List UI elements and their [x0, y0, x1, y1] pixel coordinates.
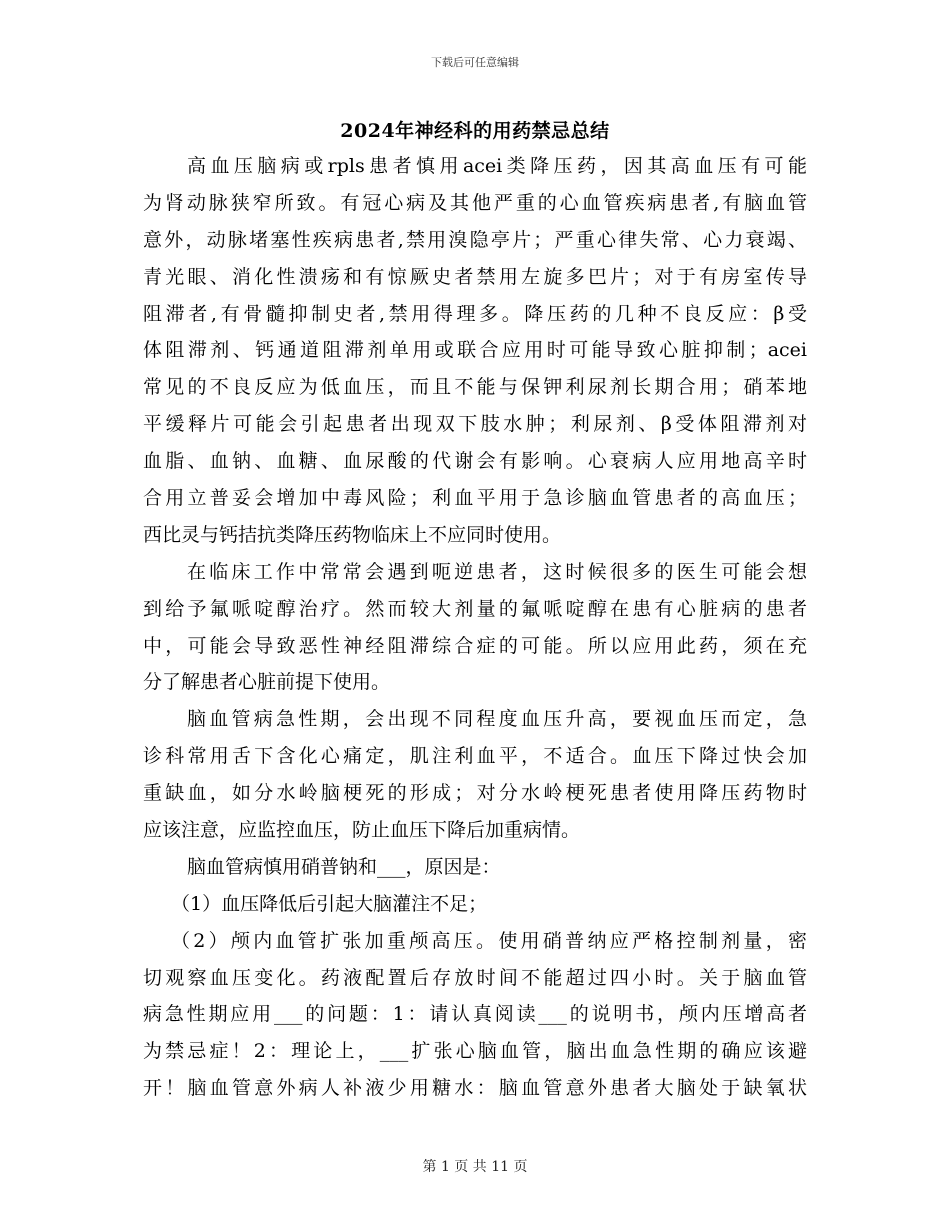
body-line: 开！脑血管意外病人补液少用糖水：脑血管意外患者大脑处于缺氧状: [143, 1077, 807, 1100]
body-line: 脑血管病慎用硝普钠和___，原因是：: [187, 855, 501, 878]
body-line: 青光眼、消化性溃疡和有惊厥史者禁用左旋多巴片；对于有房室传导: [143, 265, 807, 288]
body-line: 高血压脑病或rpls患者慎用acei类降压药，因其高血压有可能: [187, 155, 807, 177]
body-line: 体阻滞剂、钙通道阻滞剂单用或联合应用时可能导致心脏抑制；acei: [143, 339, 807, 362]
body-line: 切观察血压变化。药液配置后存放时间不能超过四小时。关于脑血管: [143, 966, 807, 989]
body-line: 血脂、血钠、血糖、血尿酸的代谢会有影响。心衰病人应用地高辛时: [143, 450, 807, 473]
body-line: （2）颅内血管扩张加重颅高压。使用硝普纳应严格控制剂量，密: [171, 929, 807, 952]
body-line: 应该注意，应监控血压，防止血压下降后加重病情。: [143, 819, 581, 842]
document-title: 2024年神经科的用药禁忌总结: [340, 120, 610, 142]
body-line: 阻滞者,有骨髓抑制史者,禁用得理多。降压药的几种不良反应：β受: [143, 302, 807, 325]
body-line: 病急性期应用___的问题：1：请认真阅读___的说明书，颅内压增高者: [143, 1003, 807, 1026]
page-number: 第 1 页 共 11 页: [422, 1159, 528, 1175]
document-body: [143, 148, 807, 1107]
body-line: 诊科常用舌下含化心痛定，肌注利血平，不适合。血压下降过快会加: [143, 745, 807, 768]
body-line: 为肾动脉狭窄所致。有冠心病及其他严重的心血管疾病患者,有脑血管: [143, 191, 807, 214]
body-line: （1）血压降低后引起大脑灌注不足；: [171, 892, 488, 915]
body-line: 常见的不良反应为低血压，而且不能与保钾利尿剂长期合用；硝苯地: [143, 376, 807, 399]
download-note: 下载后可任意编辑: [431, 56, 519, 69]
body-line: 合用立普妥会增加中毒风险；利血平用于急诊脑血管患者的高血压；: [143, 487, 807, 510]
body-line: 脑血管病急性期，会出现不同程度血压升高，要视血压而定，急: [187, 708, 807, 731]
body-line: 意外，动脉堵塞性疾病患者,禁用溴隐亭片；严重心律失常、心力衰竭、: [143, 228, 807, 251]
body-line: 重缺血，如分水岭脑梗死的形成；对分水岭梗死患者使用降压药物时: [143, 782, 807, 805]
body-line: 平缓释片可能会引起患者出现双下肢水肿；利尿剂、β受体阻滞剂对: [143, 413, 807, 436]
body-line: 西比灵与钙拮抗类降压药物临床上不应同时使用。: [143, 523, 562, 546]
body-line: 为禁忌症！2：理论上，___扩张心脑血管，脑出血急性期的确应该避: [143, 1040, 807, 1063]
body-line: 到给予氟哌啶醇治疗。然而较大剂量的氟哌啶醇在患有心脏病的患者: [143, 597, 807, 620]
body-line: 在临床工作中常常会遇到呃逆患者，这时候很多的医生可能会想: [187, 560, 807, 583]
body-line: 分了解患者心脏前提下使用。: [143, 671, 391, 694]
body-line: 中，可能会导致恶性神经阻滞综合症的可能。所以应用此药，须在充: [143, 634, 807, 657]
